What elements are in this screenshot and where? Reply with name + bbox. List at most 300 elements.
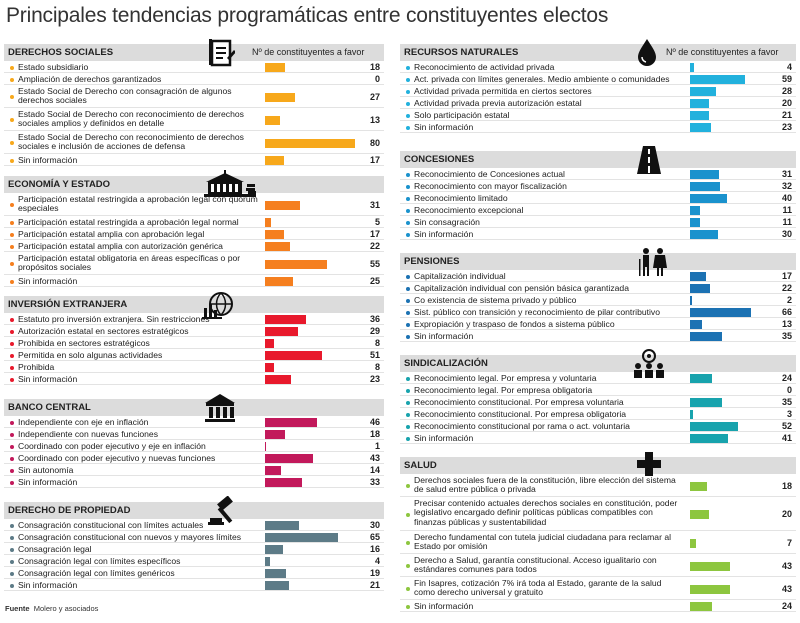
chart-row [4, 241, 384, 252]
chart-row [4, 556, 384, 567]
bullet-dot [10, 560, 14, 564]
chart-row [400, 74, 796, 85]
bullet-dot [10, 457, 14, 461]
bar [265, 466, 281, 475]
value-label: 40 [781, 193, 792, 203]
category-label: Estado Social de Derecho con reconocimiento de derechos sociales amplios y definidos en detalle [18, 108, 244, 128]
chart-row [4, 465, 384, 476]
bar [265, 260, 327, 269]
category-label: Sin información [18, 579, 78, 590]
category-label: Sin información [18, 476, 78, 487]
bullet-dot [10, 354, 14, 358]
chart-row [400, 601, 796, 612]
category-label: Reconocimiento constitucional. Por empresa obligatoria [414, 408, 627, 419]
section-title: BANCO CENTRAL [8, 402, 91, 413]
category-label: Sin información [414, 228, 474, 239]
category-label: Derechos sociales fuera de la constitución, libre elección del sistema de salud entre pública o privada [414, 474, 676, 494]
value-label: 43 [781, 561, 792, 571]
bullet-dot [406, 564, 410, 568]
value-label: 1 [374, 441, 380, 451]
category-label: Sin información [18, 373, 78, 384]
category-label: Reconocimiento de Concesiones actual [414, 168, 565, 179]
section-header [4, 44, 384, 61]
value-label: 29 [369, 326, 380, 336]
category-label: Consagración legal con límites genéricos [18, 567, 175, 578]
chart-row [4, 568, 384, 579]
bar [265, 569, 286, 578]
chart-row [400, 62, 796, 73]
section-sindicalizacion [400, 355, 796, 443]
category-label: Fin Isapres, cotización 7% irá toda al Estado, garante de la salud como derecho universal y gratuito [414, 577, 662, 597]
bar [690, 170, 719, 179]
section-title: SINDICALIZACIÓN [404, 358, 488, 369]
bar [690, 422, 738, 431]
bullet-dot [406, 513, 410, 517]
column-header: Nº de constituyentes a favor [666, 47, 779, 57]
bullet-dot [10, 318, 14, 322]
value-label: 21 [781, 110, 792, 120]
category-label: Sist. público con transición y reconocimiento de pilar contributivo [414, 306, 661, 317]
value-label: 32 [781, 181, 792, 191]
bar [690, 585, 730, 594]
value-label: 27 [369, 92, 380, 102]
chart-row [4, 314, 384, 325]
bar [690, 111, 709, 120]
value-label: 0 [786, 385, 792, 395]
value-label: 8 [374, 338, 380, 348]
bullet-dot [10, 66, 14, 70]
bar [690, 272, 706, 281]
bar [690, 398, 722, 407]
bar [690, 218, 700, 227]
bar [265, 557, 270, 566]
bar [265, 521, 299, 530]
value-label: 24 [781, 601, 792, 611]
bullet-dot [10, 584, 14, 588]
bullet-dot [10, 118, 14, 122]
value-label: 22 [369, 241, 380, 251]
bullet-dot [406, 413, 410, 417]
chart-row [400, 205, 796, 216]
bullet-dot [406, 335, 410, 339]
chart-row [4, 453, 384, 464]
bar [265, 363, 274, 372]
bullet-dot [406, 114, 410, 118]
bar [265, 139, 355, 148]
bar [690, 374, 712, 383]
chart-row [4, 86, 384, 108]
bar [265, 116, 280, 125]
chart-row [4, 374, 384, 385]
category-label: Sin información [414, 432, 474, 443]
section-title: RECURSOS NATURALES [404, 47, 519, 58]
value-label: 52 [781, 421, 792, 431]
bullet-dot [406, 221, 410, 225]
bar [265, 581, 289, 590]
bullet-dot [406, 541, 410, 545]
bullet-dot [406, 185, 410, 189]
chart-row [4, 217, 384, 228]
value-label: 23 [781, 122, 792, 132]
bar [690, 194, 727, 203]
bar [265, 218, 271, 227]
bar [690, 482, 707, 491]
category-label: Precisar contenido actuales derechos sociales en constitución, poder legislativo encargado definir políticas públicas compatibles con finanzas públicas y sustentabilidad [414, 497, 678, 527]
bar [690, 602, 712, 611]
category-label: Sin información [18, 154, 78, 165]
bullet-dot [406, 66, 410, 70]
value-label: 18 [781, 481, 792, 491]
chart-row [4, 326, 384, 337]
category-label: Reconocimiento de actividad privada [414, 61, 555, 72]
bar [690, 539, 696, 548]
bar [265, 93, 295, 102]
bullet-dot [406, 323, 410, 327]
bar [690, 434, 728, 443]
category-label: Participación estatal amplia con autorización genérica [18, 240, 223, 251]
value-label: 65 [369, 532, 380, 542]
chart-row [400, 169, 796, 180]
section-header [4, 176, 384, 193]
bar [265, 277, 293, 286]
value-label: 20 [781, 509, 792, 519]
value-label: 41 [781, 433, 792, 443]
bar [690, 75, 745, 84]
chart-row [400, 555, 796, 577]
section-header [400, 457, 796, 474]
value-label: 35 [781, 331, 792, 341]
column-header: Nº de constituyentes a favor [252, 47, 365, 57]
category-label: Ampliación de derechos garantizados [18, 73, 162, 84]
section-header [400, 355, 796, 372]
source-text: Molero y asociados [33, 604, 99, 613]
bullet-dot [406, 425, 410, 429]
value-label: 16 [369, 544, 380, 554]
chart-row [400, 229, 796, 240]
bullet-dot [406, 484, 410, 488]
chart-row [4, 477, 384, 488]
bullet-dot [10, 421, 14, 425]
chart-row [4, 74, 384, 85]
bullet-dot [10, 233, 14, 237]
bar [690, 63, 694, 72]
category-label: Expropiación y traspaso de fondos a sistema público [414, 318, 615, 329]
bar [265, 327, 298, 336]
bullet-dot [10, 159, 14, 163]
section-title: PENSIONES [404, 256, 460, 267]
bullet-dot [406, 275, 410, 279]
chart-row [4, 520, 384, 531]
category-label: Reconocimiento legal. Por empresa y voluntaria [414, 372, 597, 383]
bullet-dot [406, 605, 410, 609]
value-label: 51 [369, 350, 380, 360]
value-label: 28 [781, 86, 792, 96]
chart-row [400, 397, 796, 408]
bullet-dot [406, 311, 410, 315]
bullet-dot [406, 377, 410, 381]
bar [690, 320, 702, 329]
section-title: DERECHO DE PROPIEDAD [8, 505, 131, 516]
value-label: 13 [781, 319, 792, 329]
bullet-dot [10, 262, 14, 266]
bar [265, 242, 290, 251]
value-label: 11 [782, 217, 792, 227]
category-label: Coordinado con poder ejecutivo y nuevas funciones [18, 452, 216, 463]
bar [265, 315, 306, 324]
health-cross-icon [636, 451, 662, 477]
chart-row [400, 475, 796, 497]
bar [690, 296, 692, 305]
bar [690, 510, 709, 519]
bullet-dot [406, 287, 410, 291]
chart-row [400, 578, 796, 600]
bar [690, 308, 751, 317]
chart-row [400, 532, 796, 554]
section-title: CONCESIONES [404, 154, 475, 165]
value-label: 46 [369, 417, 380, 427]
chart-row [400, 122, 796, 133]
chart-row [400, 217, 796, 228]
category-label: Reconocimiento limitado [414, 192, 508, 203]
category-label: Coordinado con poder ejecutivo y eje en inflación [18, 440, 206, 451]
value-label: 4 [374, 556, 380, 566]
bar [265, 533, 338, 542]
bar [265, 478, 302, 487]
section-header [400, 44, 796, 61]
bullet-dot [10, 378, 14, 382]
chart-row [400, 110, 796, 121]
bullet-dot [10, 481, 14, 485]
bar [265, 418, 317, 427]
category-label: Autorización estatal en sectores estratégicos [18, 325, 189, 336]
bar [265, 339, 274, 348]
bullet-dot [10, 342, 14, 346]
chart-row [4, 276, 384, 287]
section-salud [400, 457, 796, 611]
value-label: 43 [369, 453, 380, 463]
category-label: Derecho fundamental con tutela judicial ciudadana para reclamar al Estado por omisión [414, 531, 672, 551]
bar [265, 156, 284, 165]
category-label: Actividad privada permitida en ciertos sectores [414, 85, 592, 96]
bullet-dot [10, 445, 14, 449]
value-label: 17 [369, 155, 380, 165]
category-label: Participación estatal amplia con aprobación legal [18, 228, 205, 239]
bar [265, 201, 300, 210]
bullet-dot [406, 126, 410, 130]
category-label: Estado Social de Derecho con consagración de algunos derechos sociales [18, 85, 232, 105]
chart-row [400, 319, 796, 330]
value-label: 3 [786, 409, 792, 419]
section-pensiones [400, 253, 796, 341]
chart-row [4, 338, 384, 349]
source-label: Fuente [5, 604, 30, 613]
category-label: Independiente con nuevas funciones [18, 428, 158, 439]
value-label: 30 [369, 520, 380, 530]
bullet-dot [10, 245, 14, 249]
category-label: Estado Social de Derecho con reconocimiento de derechos sociales e inclusión de acciones de defensa [18, 131, 244, 151]
bullet-dot [10, 141, 14, 145]
value-label: 30 [781, 229, 792, 239]
chart-row [400, 385, 796, 396]
bullet-dot [10, 548, 14, 552]
bar [265, 442, 266, 451]
section-title: INVERSIÓN EXTRANJERA [8, 299, 128, 310]
category-label: Reconocimiento con mayor fiscalización [414, 180, 567, 191]
bullet-dot [10, 536, 14, 540]
section-title: SALUD [404, 460, 437, 471]
chart-row [4, 62, 384, 73]
category-label: Reconocimiento constitucional por rama o act. voluntaria [414, 420, 630, 431]
bullet-dot [10, 330, 14, 334]
chart-row [400, 433, 796, 444]
category-label: Sin información [414, 600, 474, 611]
chart-row [400, 409, 796, 420]
source-note [5, 604, 98, 613]
category-label: Co existencia de sistema privado y público [414, 294, 577, 305]
chart-row [4, 544, 384, 555]
section-banco [4, 399, 384, 487]
bullet-dot [406, 209, 410, 213]
bullet-dot [406, 401, 410, 405]
bar [265, 230, 284, 239]
value-label: 21 [369, 580, 380, 590]
chart-row [4, 429, 384, 440]
value-label: 36 [369, 314, 380, 324]
value-label: 5 [374, 217, 380, 227]
bar [265, 545, 283, 554]
value-label: 20 [781, 98, 792, 108]
category-label: Estado subsidiario [18, 61, 89, 72]
section-recursos [400, 44, 796, 132]
value-label: 18 [369, 62, 380, 72]
bar [690, 123, 711, 132]
bar [690, 99, 709, 108]
value-label: 17 [369, 229, 380, 239]
value-label: 24 [781, 373, 792, 383]
value-label: 7 [786, 538, 792, 548]
category-label: Reconocimiento excepcional [414, 204, 524, 215]
category-label: Derecho a Salud, garantía constitucional. Acceso igualitario con estándares comunes para todos [414, 554, 657, 574]
chart-row [4, 532, 384, 543]
category-label: Solo participación estatal [414, 109, 510, 120]
bullet-dot [10, 572, 14, 576]
bullet-dot [10, 95, 14, 99]
chart-row [400, 498, 796, 531]
category-label: Participación estatal obligatoria en áreas específicas o por propósitos sociales [18, 252, 241, 272]
section-title: ECONOMÍA Y ESTADO [8, 179, 111, 190]
category-label: Capitalización individual con pensión básica garantizada [414, 282, 629, 293]
section-header [400, 253, 796, 270]
chart-row [4, 350, 384, 361]
chart-row [4, 229, 384, 240]
value-label: 55 [369, 259, 380, 269]
bar [690, 206, 700, 215]
bullet-dot [10, 524, 14, 528]
section-header [400, 151, 796, 168]
bullet-dot [10, 433, 14, 437]
category-label: Permitida en solo algunas actividades [18, 349, 163, 360]
bullet-dot [406, 437, 410, 441]
value-label: 59 [781, 74, 792, 84]
value-label: 35 [781, 397, 792, 407]
bar [265, 454, 313, 463]
bullet-dot [406, 197, 410, 201]
chart-row [400, 307, 796, 318]
bullet-dot [406, 78, 410, 82]
section-economia [4, 176, 384, 286]
category-label: Prohibida [18, 361, 55, 372]
section-header [4, 296, 384, 313]
bar [265, 351, 322, 360]
chart-row [400, 421, 796, 432]
bar [690, 284, 710, 293]
chart-row [400, 86, 796, 97]
bullet-dot [10, 221, 14, 225]
bullet-dot [406, 173, 410, 177]
value-label: 11 [782, 205, 792, 215]
value-label: 23 [369, 374, 380, 384]
chart-row [400, 271, 796, 282]
value-label: 25 [369, 276, 380, 286]
bullet-dot [10, 203, 14, 207]
section-derechos-sociales [4, 44, 384, 165]
value-label: 4 [786, 62, 792, 72]
value-label: 31 [781, 169, 792, 179]
section-concesiones [400, 151, 796, 239]
bar [265, 375, 291, 384]
category-label: Estatuto pro inversión extranjera. Sin restricciones [18, 313, 210, 324]
category-label: Sin consagración [414, 216, 480, 227]
value-label: 17 [781, 271, 792, 281]
bar [690, 332, 722, 341]
value-label: 19 [369, 568, 380, 578]
bar [690, 182, 720, 191]
category-label: Sin información [414, 121, 474, 132]
bullet-dot [406, 587, 410, 591]
value-label: 66 [781, 307, 792, 317]
bullet-dot [10, 280, 14, 284]
category-label: Consagración legal [18, 543, 92, 554]
chart-row [4, 253, 384, 275]
bullet-dot [10, 366, 14, 370]
category-label: Sin información [414, 330, 474, 341]
section-header [4, 399, 384, 416]
chart-row [4, 441, 384, 452]
chart-row [400, 181, 796, 192]
category-label: Consagración legal con límites específicos [18, 555, 181, 566]
category-label: Actividad privada previa autorización estatal [414, 97, 582, 108]
bullet-dot [406, 233, 410, 237]
bullet-dot [406, 299, 410, 303]
value-label: 8 [374, 362, 380, 372]
section-header [4, 502, 384, 519]
category-label: Reconocimiento constitucional. Por empresa voluntaria [414, 396, 624, 407]
bullet-dot [406, 389, 410, 393]
bar [690, 410, 693, 419]
category-label: Consagración constitucional con límites actuales [18, 519, 204, 530]
page-title: Principales tendencias programáticas entre constituyentes electos [6, 4, 609, 27]
chart-row [4, 109, 384, 131]
chart-row [4, 155, 384, 166]
category-label: Consagración constitucional con nuevos y mayores límites [18, 531, 242, 542]
category-label: Sin información [18, 275, 78, 286]
chart-row [400, 193, 796, 204]
chart-row [400, 283, 796, 294]
bar [690, 562, 730, 571]
value-label: 18 [369, 429, 380, 439]
bullet-dot [10, 78, 14, 82]
bar [265, 430, 285, 439]
